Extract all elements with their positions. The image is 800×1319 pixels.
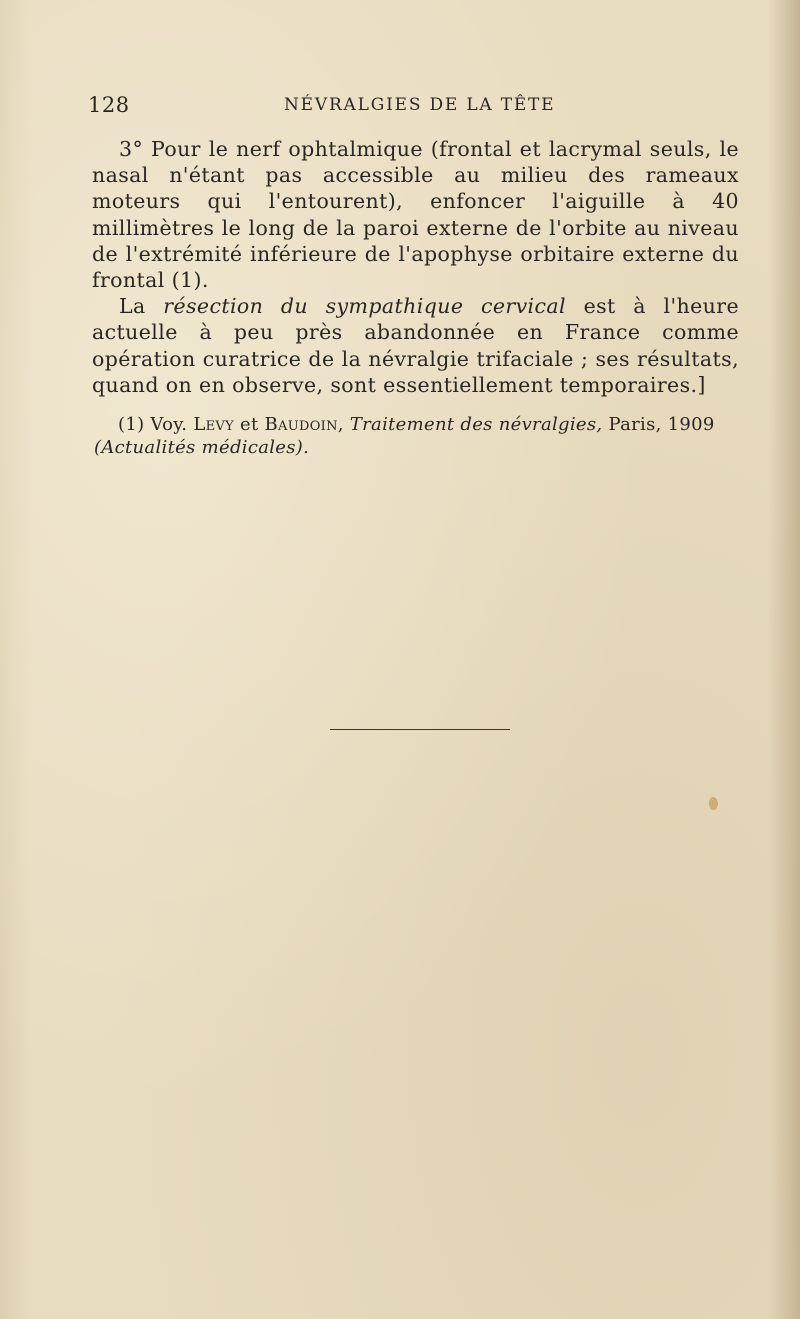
footnote-conjunction: et: [240, 414, 259, 435]
paper-stain: [709, 797, 718, 810]
footnote-reference: (1) Voy. Levy et Baudoin, Traitement des névralgies, Paris, 1909 (Actualités médicales).: [94, 414, 715, 458]
running-title: NÉVRALGIES DE LA TÊTE: [284, 95, 556, 115]
footnote-place-year: Paris, 1909: [608, 414, 715, 435]
footnote-author-1: Levy: [193, 414, 234, 435]
footnote-marker: (1) Voy.: [118, 414, 188, 435]
main-text: [92, 136, 739, 398]
footnote-series: (Actualités médicales).: [94, 436, 310, 458]
page-header: [88, 93, 748, 119]
footnote-book-title: Traitement des névralgies,: [349, 414, 603, 435]
footnote: [94, 414, 744, 459]
paragraph-ophthalmic-nerve: 3° Pour le nerf ophtalmique (frontal et lacrymal seuls, le nasal n'étant pas accessible au milieu des rameaux moteurs qui l'entourent), enfoncer l'aiguille à 40 millimètres le long de la paroi externe de l'orbite au niveau de l'extrémité inférieure de l'apophyse orbitaire externe du frontal (1).: [92, 137, 739, 293]
paragraph-rest: est à l'heure actuelle à peu près abandonnée en France comme opération curatrice de la névralgie trifaciale ; ses résultats, quand on en observe, sont essentiellement temporaires.]: [92, 294, 740, 397]
end-of-chapter-rule: [330, 729, 510, 730]
page-number: 128: [88, 93, 130, 117]
paragraph-sympathectomy: [92, 293, 739, 398]
footnote-author-2: Baudoin: [264, 414, 338, 435]
paragraph-lead: La: [119, 294, 146, 319]
emphasis-resection: résection du sympathique cervical: [163, 294, 566, 319]
